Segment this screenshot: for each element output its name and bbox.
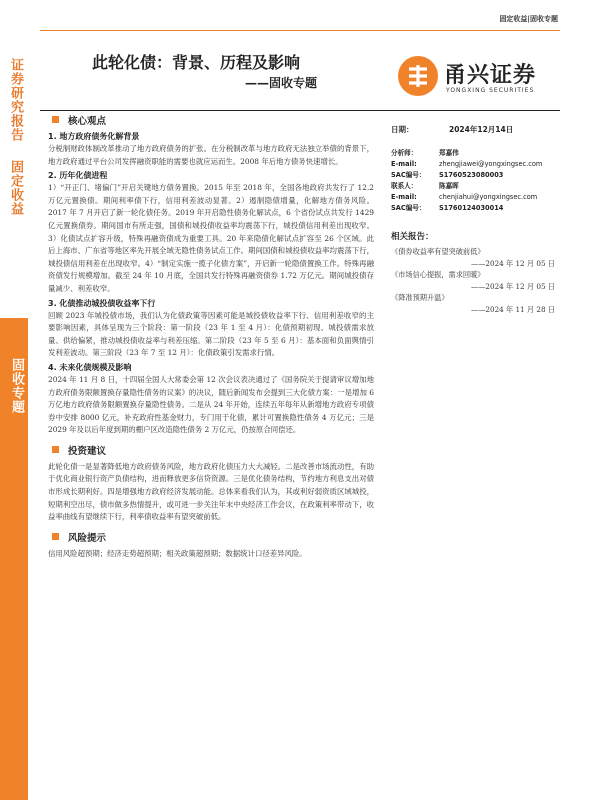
related-report-link[interactable]: 《债券收益率有望突破前低》 xyxy=(391,247,485,256)
logo-emblem-icon xyxy=(398,56,438,96)
paragraph: 回顾 2023 年城投债市场，我们认为化债政策等因素可能是城投债收益率下行、信用利差收窄的主要影响因素，具体呈现为三个阶段：第一阶段（23 年 1 至 4 月）：化债预期初现、城投债需求放量、供给偏紧，推动城投债收益率与利差压缩。第二阶段（23 年 5 至 6 月）：基本面和负面舆情引发利差波动。第三阶段（23 年 7 至 12 月）：化债政策引发需求行情。 xyxy=(48,310,374,358)
paragraph: 此轮化债一是显著降低地方政府债务风险，地方政府化债压力大大减轻。二是改善市场流动性，有助于优化商业银行资产负债结构，进而释放更多信贷资源。三是优化债务结构，节约地方利息支出对债市形成长期利好。四是增强地方政府经济发展动能。总体来看我们认为，其或利好弱资质区域城投，短期利空出尽，债市做多热情提升，或可进一步关注年末中央经济工作会议，在政策利率带动下，收益率曲线有望继续下行，利率债收益率有望突破前低。 xyxy=(48,461,374,522)
header-category: 固定收益|固收专题 xyxy=(499,15,558,23)
paragraph: 分税制财政体制改革推动了地方政府债务的扩张。在分税制改革与地方政府无法独立举债的背景下，地方政府通过平台公司发挥融资职能的需要也就应运而生。2008 年后地方债务快速增长。 xyxy=(48,144,374,166)
square-bullet-icon xyxy=(52,446,59,453)
square-bullet-icon xyxy=(52,533,59,540)
paragraph: 2024 年 11 月 8 日，十四届全国人大常委会第 12 次会议表决通过了《国务院关于提请审议增加地方政府债务限额置换存量隐性债务的议案》的决议，随后新闻发布会提到三大化债方案：一是增加 6 万亿地方政府债务限额置换存量隐性债务。二是从 24 年开始，连续五年每年从新增地方政府专项债券中安排 8000 亿元，补充政府性基金财力，专门用于化债，累计可置换隐性债务 4 万亿元；三是 2029 年及以后年度到期的棚户区改造隐性债务 2 万亿元，仍按原合同偿还。 xyxy=(48,374,374,435)
analyst-sac: S1760523080003 xyxy=(439,171,504,179)
analyst-name: 郑嘉伟 xyxy=(439,149,459,157)
sidebar-category-label: 固定收益 xyxy=(8,160,23,216)
company-logo xyxy=(398,56,558,100)
date-row: 日期： 2024年12月14日 xyxy=(391,125,514,134)
contact-email-row: E-mail: chenjiahui@yongxingsec.com xyxy=(391,193,538,201)
title-divider xyxy=(40,110,560,111)
header-divider xyxy=(40,30,560,31)
contact-sac: S1760124030014 xyxy=(439,204,504,212)
subsection-title: 4. 未来化债规模及影响 xyxy=(48,362,132,372)
subsection-title: 3. 化债推动城投债收益率下行 xyxy=(48,298,156,308)
analyst-email[interactable]: zhengjiawei@yongxingsec.com xyxy=(439,160,543,168)
sidebar-topic-label: 固收专题 xyxy=(9,358,24,414)
related-report-link[interactable]: 《降准预期升温》 xyxy=(391,293,449,302)
sidebar-orange-band xyxy=(0,318,28,800)
contact-row: 联系人： 陈嘉晖 xyxy=(391,182,459,190)
page-title: 此轮化债：背景、历程及影响 xyxy=(92,53,301,72)
sidebar-report-label: 证券研究报告 xyxy=(8,58,23,142)
info-column xyxy=(391,124,559,315)
related-report-date: ——2024 年 12 月 05 日 xyxy=(471,258,555,268)
analyst-sac-row: SAC编号： S1760523080003 xyxy=(391,171,504,179)
section-core-heading: 核心观点 xyxy=(48,112,374,127)
page-subtitle: ——固收专题 xyxy=(245,76,318,90)
subsection-title: 2. 历年化债进程 xyxy=(48,171,108,181)
paragraph: 信用风险超预期；经济走势超预期；相关政策超预期；数据统计口径差异风险。 xyxy=(48,548,307,558)
related-reports-title: 相关报告： xyxy=(391,232,434,242)
section-invest-heading: 投资建议 xyxy=(48,442,374,457)
related-report-link[interactable]: 《市场信心提振，需求回暖》 xyxy=(391,270,485,279)
contact-sac-row: SAC编号： S1760124030014 xyxy=(391,204,504,212)
related-report-date: ——2024 年 11 月 28 日 xyxy=(471,304,555,314)
contact-name: 陈嘉晖 xyxy=(439,182,459,190)
analyst-email-row: E-mail: zhengjiawei@yongxingsec.com xyxy=(391,160,543,168)
analyst-row: 分析师： 郑嘉伟 xyxy=(391,149,459,157)
main-content xyxy=(48,112,374,560)
logo-english: YONGXING SECURITIES xyxy=(446,87,535,94)
section-risk-heading: 风险提示 xyxy=(48,529,374,544)
related-report-date: ——2024 年 12 月 05 日 xyxy=(471,281,555,291)
subsection-title: 1. 地方政府债务化解背景 xyxy=(48,132,140,141)
logo-name: 甬兴证券 xyxy=(444,63,537,88)
contact-email[interactable]: chenjiahui@yongxingsec.com xyxy=(439,193,538,201)
square-bullet-icon xyxy=(52,116,59,123)
report-date: 2024年12月14日 xyxy=(449,125,514,134)
paragraph: 1）“开正门、堵偏门”开启关键地方债务置换。2015 年至 2018 年，全国各地政府共发行了 12.2 万亿元置换债。期间利率债下行，信用利差波动显著。2）遏制隐债增量，化解地方债务风险。2017 年 7 月开启了新一轮化债任务。2019 年开启隐性债务化解试点，6 个省份试点共发行 1429 亿元置换债券。期间国市有所走强，国债和城投债收益率均震荡下行，城投债信用利差出现收窄。3）化债试点扩容升级，特殊再融资债成为重要工具。20 年来隐债化解试点扩容至 26 个区域。此后上海市、广东省等地区率先开展全域无隐性债务试点工作。期间国债和城投债收益率均震荡下行，城投债信用利差在出现收窄。4）“制定实施一揽子化债方案”，开启新一轮隐债置换工作。特殊再融资债发行规模增加。截至 24 年 10 月底，全国共发行特殊再融资债券 1.72 万亿元。期间城投债存量减少、利差收窄。 xyxy=(48,183,374,293)
sidebar xyxy=(0,0,28,800)
